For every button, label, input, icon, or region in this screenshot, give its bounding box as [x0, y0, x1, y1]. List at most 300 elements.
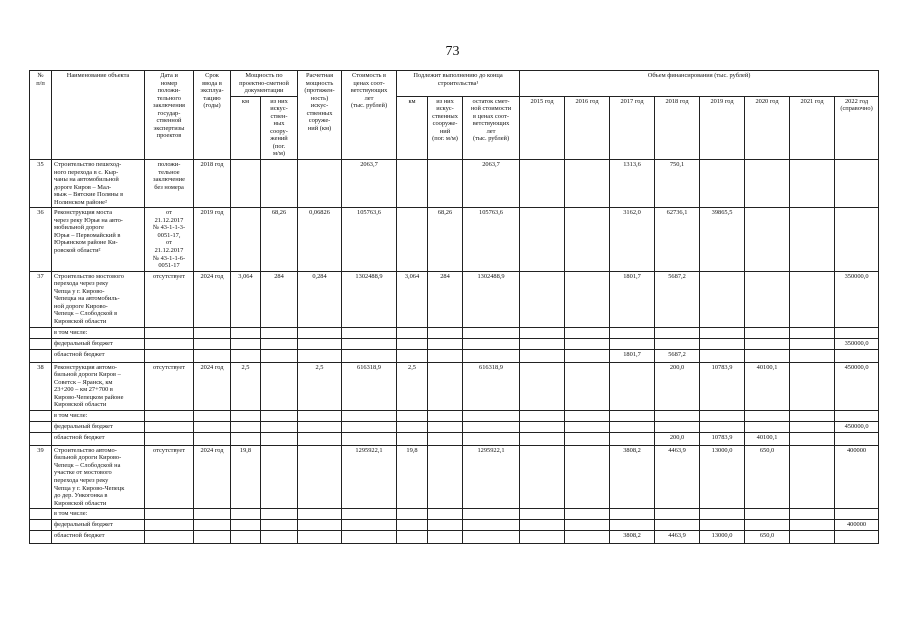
subrow-year-value: 5687,2 [655, 349, 700, 362]
subrow-blank [342, 421, 397, 432]
subrow-blank [342, 338, 397, 349]
row-year-value: 3162,0 [610, 208, 655, 271]
subrow-year-value: 350000,0 [835, 338, 879, 349]
row-tc-km: 19,8 [397, 445, 428, 508]
row-year-value: 10783,9 [700, 362, 745, 410]
subrow-year-value [700, 338, 745, 349]
row-date: от 21.12.2017 № 43-1-1-3- 0051-17, от 21.12.2017 № 43-1-1-6- 0051-17 [145, 208, 194, 271]
header-year: 2017 год [610, 96, 655, 159]
subrow-blank [428, 327, 463, 338]
subrow-year-value [790, 509, 835, 520]
header-year: 2021 год [790, 96, 835, 159]
row-tc-rest: 105763,6 [463, 208, 520, 271]
subrow-blank [194, 509, 231, 520]
subrow-blank [145, 520, 194, 531]
subrow-year-value [520, 349, 565, 362]
row-year-value [745, 160, 790, 208]
header-tc-km: км [397, 96, 428, 159]
subrow-year-value [610, 410, 655, 421]
subrow-blank [428, 509, 463, 520]
row-date: положи- тельное заключение без номера [145, 160, 194, 208]
row-year-value: 200,0 [655, 362, 700, 410]
subrow-year-value [565, 432, 610, 445]
row-year-value: 4463,9 [655, 445, 700, 508]
row-name: Строительство мостового перехода через реку Чепца у г. Кирово- Чепецка на автомобиль- ной дороге Кирово- Чепецк – Слободской в Кировской области [52, 271, 145, 327]
subrow-blank [145, 349, 194, 362]
table-subrow [30, 509, 879, 520]
subrow-num [30, 432, 52, 445]
subrow-blank [194, 531, 231, 544]
subrow-year-value [700, 410, 745, 421]
row-tc-art: 284 [428, 271, 463, 327]
subrow-blank [342, 531, 397, 544]
subrow-blank [231, 410, 261, 421]
row-year-value [745, 271, 790, 327]
subrow-name: в том числе: [52, 327, 145, 338]
subrow-blank [231, 432, 261, 445]
subrow-year-value [745, 338, 790, 349]
table-subrow [30, 349, 879, 362]
subrow-year-value [520, 520, 565, 531]
subrow-blank [261, 327, 298, 338]
header-to-complete: Подлежит выполнению до конца строительства¹ [397, 71, 520, 97]
subrow-blank [231, 327, 261, 338]
subrow-blank [231, 421, 261, 432]
subrow-year-value [655, 520, 700, 531]
table-body [30, 160, 879, 544]
subrow-name: федеральный бюджет [52, 520, 145, 531]
row-num: 35 [30, 160, 52, 208]
subrow-year-value: 450000,0 [835, 421, 879, 432]
subrow-blank [397, 520, 428, 531]
subrow-year-value [655, 410, 700, 421]
subrow-year-value [835, 509, 879, 520]
subrow-year-value [520, 327, 565, 338]
subrow-blank [463, 421, 520, 432]
subrow-year-value [835, 410, 879, 421]
subrow-year-value [835, 327, 879, 338]
subrow-blank [145, 509, 194, 520]
subrow-year-value: 4463,9 [655, 531, 700, 544]
row-year-value [835, 160, 879, 208]
subrow-year-value [565, 338, 610, 349]
subrow-year-value: 650,0 [745, 531, 790, 544]
table-row [30, 208, 879, 271]
subrow-blank [298, 421, 342, 432]
header-year: 2020 год [745, 96, 790, 159]
subrow-year-value [745, 509, 790, 520]
subrow-year-value: 13000,0 [700, 531, 745, 544]
subrow-year-value: 1801,7 [610, 349, 655, 362]
subrow-blank [231, 531, 261, 544]
header-power-km: км [231, 96, 261, 159]
row-year-value [790, 445, 835, 508]
subrow-year-value [520, 432, 565, 445]
subrow-blank [463, 410, 520, 421]
subrow-year-value [565, 531, 610, 544]
subrow-blank [261, 410, 298, 421]
row-tc-km [397, 160, 428, 208]
subrow-year-value [745, 327, 790, 338]
subrow-year-value [700, 509, 745, 520]
subrow-year-value [520, 410, 565, 421]
subrow-blank [298, 520, 342, 531]
subrow-blank [261, 531, 298, 544]
subrow-blank [231, 349, 261, 362]
row-year-value: 5687,2 [655, 271, 700, 327]
subrow-blank [261, 338, 298, 349]
subrow-blank [261, 349, 298, 362]
subrow-blank [145, 327, 194, 338]
subrow-year-value [745, 410, 790, 421]
subrow-blank [261, 432, 298, 445]
header-year: 2018 год [655, 96, 700, 159]
subrow-name: в том числе: [52, 410, 145, 421]
header-year: 2019 год [700, 96, 745, 159]
header-year: 2022 год (справочно) [835, 96, 879, 159]
row-calc: 0,284 [298, 271, 342, 327]
row-year-value [520, 271, 565, 327]
header-power: Мощность по проектно-сметной документации [231, 71, 298, 97]
row-year-value [520, 208, 565, 271]
row-art [261, 445, 298, 508]
table-subrow [30, 327, 879, 338]
subrow-name: областной бюджет [52, 349, 145, 362]
row-tc-art [428, 445, 463, 508]
row-name: Реконструкция моста через реку Юрья на авто- мобильной дороге Юрья – Первомайский в Юрьянском районе Ки- ровской области² [52, 208, 145, 271]
row-year-value [745, 208, 790, 271]
subrow-blank [231, 520, 261, 531]
subrow-year-value [610, 338, 655, 349]
header-date: Дата и номер положи- тельного заключения государ- ственной экспертизы проектов [145, 71, 194, 160]
row-year-value: 62736,1 [655, 208, 700, 271]
subrow-year-value: 200,0 [655, 432, 700, 445]
subrow-blank [428, 338, 463, 349]
header-calc-power: Расчетная мощность (протяжен- ность) искус- ственных соруже- ний (км) [298, 71, 342, 160]
subrow-blank [342, 327, 397, 338]
subrow-blank [463, 432, 520, 445]
row-name: Строительство автомо- бильной дороги Кирово- Чепецк – Слободской на участке от мостового перехода через реку Чепца у г. Кирово-Чепецк до дер. Ункогонка в Кировской области [52, 445, 145, 508]
row-year-value: 13000,0 [700, 445, 745, 508]
table-subrow [30, 338, 879, 349]
subrow-blank [397, 531, 428, 544]
row-num: 38 [30, 362, 52, 410]
table-row [30, 362, 879, 410]
subrow-blank [231, 509, 261, 520]
subrow-blank [194, 421, 231, 432]
row-art: 68,26 [261, 208, 298, 271]
subrow-year-value: 400000 [835, 520, 879, 531]
subrow-blank [463, 327, 520, 338]
table-subrow [30, 531, 879, 544]
row-art [261, 160, 298, 208]
row-tc-art [428, 160, 463, 208]
subrow-blank [298, 349, 342, 362]
subrow-year-value [835, 432, 879, 445]
subrow-blank [342, 520, 397, 531]
row-num: 37 [30, 271, 52, 327]
subrow-blank [298, 327, 342, 338]
header-name: Наименование объекта [52, 71, 145, 160]
subrow-blank [428, 421, 463, 432]
subrow-year-value [790, 327, 835, 338]
row-year-value [520, 160, 565, 208]
subrow-year-value [520, 421, 565, 432]
row-cost: 1302488,9 [342, 271, 397, 327]
table-row [30, 271, 879, 327]
row-year-value: 39865,5 [700, 208, 745, 271]
row-term: 2024 год [194, 362, 231, 410]
row-year-value [790, 208, 835, 271]
subrow-year-value: 40100,1 [745, 432, 790, 445]
row-date: отсутствует [145, 271, 194, 327]
subrow-year-value [610, 520, 655, 531]
subrow-year-value [700, 327, 745, 338]
subrow-blank [194, 349, 231, 362]
subrow-name: областной бюджет [52, 432, 145, 445]
subrow-blank [298, 509, 342, 520]
row-km: 2,5 [231, 362, 261, 410]
subrow-year-value [790, 531, 835, 544]
subrow-blank [463, 520, 520, 531]
row-tc-km: 2,5 [397, 362, 428, 410]
subrow-year-value [520, 509, 565, 520]
subrow-blank [463, 509, 520, 520]
subrow-year-value [565, 327, 610, 338]
subrow-year-value: 10783,9 [700, 432, 745, 445]
subrow-year-value [610, 432, 655, 445]
row-year-value: 450000,0 [835, 362, 879, 410]
subrow-year-value [655, 421, 700, 432]
row-tc-km: 3,064 [397, 271, 428, 327]
row-year-value: 750,1 [655, 160, 700, 208]
row-tc-rest: 2063,7 [463, 160, 520, 208]
row-year-value [565, 362, 610, 410]
subrow-blank [397, 327, 428, 338]
table-subrow [30, 432, 879, 445]
subrow-blank [298, 338, 342, 349]
subrow-blank [463, 531, 520, 544]
subrow-year-value [520, 338, 565, 349]
subrow-blank [145, 421, 194, 432]
subrow-blank [342, 349, 397, 362]
row-year-value [565, 271, 610, 327]
row-year-value [610, 362, 655, 410]
row-art: 284 [261, 271, 298, 327]
row-num: 39 [30, 445, 52, 508]
table-subrow [30, 410, 879, 421]
subrow-year-value [565, 349, 610, 362]
row-km: 19,8 [231, 445, 261, 508]
subrow-year-value: 3808,2 [610, 531, 655, 544]
header-year: 2016 год [565, 96, 610, 159]
row-tc-rest: 1295922,1 [463, 445, 520, 508]
header-cost: Стоимость в ценах соот- ветствующих лет (тыс. рублей) [342, 71, 397, 160]
subrow-name: областной бюджет [52, 531, 145, 544]
table-subrow [30, 520, 879, 531]
row-term: 2024 год [194, 445, 231, 508]
subrow-year-value [565, 421, 610, 432]
subrow-blank [463, 338, 520, 349]
subrow-blank [194, 338, 231, 349]
row-cost: 1295922,1 [342, 445, 397, 508]
subrow-year-value [790, 520, 835, 531]
financing-table [29, 70, 879, 544]
subrow-num [30, 338, 52, 349]
subrow-year-value [610, 327, 655, 338]
header-num: № п/п [30, 71, 52, 160]
row-year-value [565, 445, 610, 508]
row-calc: 2,5 [298, 362, 342, 410]
row-tc-art [428, 362, 463, 410]
row-name: Реконструкция автомо- бильной дороги Киров – Советск – Яранск, км 23+200 – км 27+700 в Кирово-Чепецком районе Кировской области [52, 362, 145, 410]
row-date: отсутствует [145, 362, 194, 410]
row-tc-km [397, 208, 428, 271]
header-power-art: из них искус- ствен- ных соору- жений (пог. м/м) [261, 96, 298, 159]
subrow-blank [194, 327, 231, 338]
table-subrow [30, 421, 879, 432]
subrow-blank [397, 410, 428, 421]
row-cost: 616318,9 [342, 362, 397, 410]
subrow-blank [428, 349, 463, 362]
subrow-year-value [700, 349, 745, 362]
row-year-value [790, 271, 835, 327]
subrow-year-value [700, 520, 745, 531]
subrow-blank [298, 410, 342, 421]
subrow-year-value [790, 410, 835, 421]
table-row [30, 445, 879, 508]
row-term: 2019 год [194, 208, 231, 271]
subrow-year-value [520, 531, 565, 544]
row-km [231, 160, 261, 208]
subrow-year-value [745, 349, 790, 362]
subrow-year-value [565, 410, 610, 421]
row-calc [298, 445, 342, 508]
row-year-value [520, 362, 565, 410]
subrow-year-value [835, 531, 879, 544]
row-year-value [565, 160, 610, 208]
subrow-blank [397, 338, 428, 349]
page-number: 73 [445, 44, 460, 59]
row-term: 2018 год [194, 160, 231, 208]
header-tc-rest: остаток смет- ной стоимости в ценах соот- ветствующих лет (тыс. рублей) [463, 96, 520, 159]
subrow-blank [194, 520, 231, 531]
subrow-name: федеральный бюджет [52, 338, 145, 349]
subrow-num [30, 327, 52, 338]
subrow-blank [298, 531, 342, 544]
row-year-value [790, 362, 835, 410]
subrow-blank [428, 410, 463, 421]
subrow-blank [397, 432, 428, 445]
row-tc-art: 68,26 [428, 208, 463, 271]
subrow-blank [428, 520, 463, 531]
subrow-name: федеральный бюджет [52, 421, 145, 432]
subrow-num [30, 410, 52, 421]
subrow-name: в том числе: [52, 509, 145, 520]
row-calc: 0,06826 [298, 208, 342, 271]
row-cost: 105763,6 [342, 208, 397, 271]
row-km [231, 208, 261, 271]
subrow-blank [342, 410, 397, 421]
subrow-blank [397, 509, 428, 520]
header-financing: Объем финансирования (тыс. рублей) [520, 71, 879, 97]
subrow-year-value [745, 520, 790, 531]
row-year-value [520, 445, 565, 508]
row-name: Строительство пешеход- ного перехода в с. Кыр- чаны на автомобильной дороге Киров – Мал- мыж – Вятские Поляны в Нолинском районе² [52, 160, 145, 208]
subrow-num [30, 421, 52, 432]
subrow-blank [342, 509, 397, 520]
subrow-blank [463, 349, 520, 362]
subrow-blank [298, 432, 342, 445]
row-date: отсутствует [145, 445, 194, 508]
subrow-year-value [835, 349, 879, 362]
subrow-blank [145, 432, 194, 445]
subrow-year-value [790, 338, 835, 349]
subrow-year-value [745, 421, 790, 432]
row-year-value [700, 160, 745, 208]
subrow-year-value [565, 520, 610, 531]
subrow-year-value [565, 509, 610, 520]
row-num: 36 [30, 208, 52, 271]
row-year-value [700, 271, 745, 327]
header-year: 2015 год [520, 96, 565, 159]
row-year-value: 3808,2 [610, 445, 655, 508]
subrow-blank [145, 410, 194, 421]
header-term: Срок ввода в эксплуа- тацию (годы) [194, 71, 231, 160]
header-tc-art: из них искус- ственных сооруже- ний (пог. м/м) [428, 96, 463, 159]
subrow-blank [194, 432, 231, 445]
row-year-value: 40100,1 [745, 362, 790, 410]
subrow-blank [145, 338, 194, 349]
subrow-blank [397, 421, 428, 432]
subrow-blank [194, 410, 231, 421]
subrow-num [30, 531, 52, 544]
row-year-value [835, 208, 879, 271]
row-year-value: 1801,7 [610, 271, 655, 327]
subrow-year-value [790, 432, 835, 445]
row-year-value: 350000,0 [835, 271, 879, 327]
subrow-blank [261, 509, 298, 520]
row-year-value [790, 160, 835, 208]
subrow-year-value [610, 421, 655, 432]
subrow-blank [231, 338, 261, 349]
row-year-value: 400000 [835, 445, 879, 508]
subrow-num [30, 509, 52, 520]
row-art [261, 362, 298, 410]
subrow-blank [397, 349, 428, 362]
subrow-year-value [655, 509, 700, 520]
subrow-year-value [655, 327, 700, 338]
subrow-year-value [700, 421, 745, 432]
row-term: 2024 год [194, 271, 231, 327]
row-tc-rest: 616318,9 [463, 362, 520, 410]
subrow-num [30, 520, 52, 531]
subrow-blank [428, 432, 463, 445]
row-year-value: 1313,6 [610, 160, 655, 208]
row-year-value [565, 208, 610, 271]
subrow-year-value [610, 509, 655, 520]
row-tc-rest: 1302488,9 [463, 271, 520, 327]
subrow-year-value [790, 421, 835, 432]
subrow-blank [342, 432, 397, 445]
subrow-blank [261, 520, 298, 531]
row-cost: 2063,7 [342, 160, 397, 208]
subrow-blank [261, 421, 298, 432]
row-km: 3,064 [231, 271, 261, 327]
row-year-value: 650,0 [745, 445, 790, 508]
row-calc [298, 160, 342, 208]
subrow-year-value [655, 338, 700, 349]
